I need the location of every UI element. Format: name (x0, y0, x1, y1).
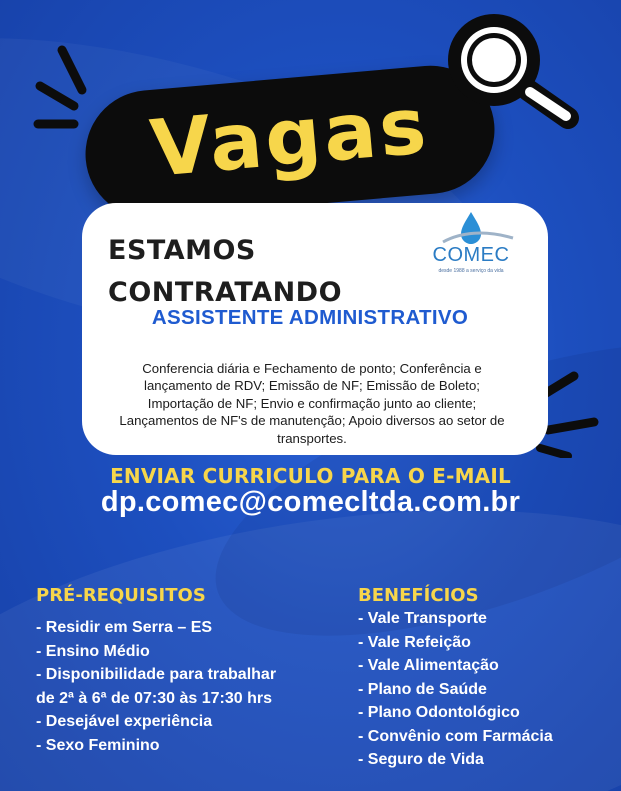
description-line: Conferencia diária e Fechamento de ponto; Conferência e (142, 361, 482, 376)
benefits-title: BENEFÍCIOS (358, 585, 479, 606)
job-description (92, 360, 532, 447)
logo-tagline: desde 1988 a serviço da vida (438, 268, 504, 274)
benefit-item: - Vale Transporte (358, 610, 487, 627)
job-title: ASSISTENTE ADMINISTRATIVO (151, 306, 469, 329)
description-line: lançamento de RDV; Emissão de NF; Emissão de Boleto; (144, 378, 480, 394)
requirement-item: - Desejável experiência (36, 713, 213, 730)
benefit-item: - Vale Alimentação (358, 657, 499, 674)
logo-name: COMEC (432, 244, 510, 266)
hiring-line-1: ESTAMOS (108, 235, 256, 266)
description-line: Lançamentos de NF's de manutenção; Apoio diversos ao setor de (119, 413, 505, 429)
benefit-item: - Convênio com Farmácia (358, 727, 553, 745)
magnifier-icon (436, 8, 586, 138)
benefit-item: - Plano de Saúde (358, 680, 487, 698)
description-line: Importação de NF; Envio e confirmação junto ao cliente; (147, 395, 477, 411)
benefit-item: - Vale Refeição (358, 633, 471, 651)
benefit-item: - Plano Odontológico (358, 704, 520, 721)
cta-text: ENVIAR CURRICULO PARA O E-MAIL (110, 464, 511, 488)
requirement-item: de 2ª à 6ª de 07:30 às 17:30 hrs (36, 689, 272, 707)
contact-email[interactable]: dp.comec@comecltda.com.br (100, 486, 521, 518)
requirement-item: - Residir em Serra – ES (36, 619, 213, 636)
headline: Vagas (146, 81, 433, 195)
requirement-item: - Sexo Feminino (36, 736, 160, 754)
description-line: transportes. (277, 430, 347, 446)
company-logo (421, 208, 521, 280)
hiring-line-2: CONTRATANDO (108, 277, 343, 308)
requirements-title: PRÉ-REQUISITOS (36, 585, 206, 606)
hiring-heading (108, 230, 342, 314)
requirements-list (36, 616, 336, 757)
requirement-item: - Ensino Médio (36, 642, 150, 660)
benefit-item: - Seguro de Vida (358, 751, 484, 768)
requirement-item: - Disponibilidade para trabalhar (36, 666, 277, 683)
benefits-list (358, 607, 618, 772)
water-drop-icon (421, 208, 521, 248)
